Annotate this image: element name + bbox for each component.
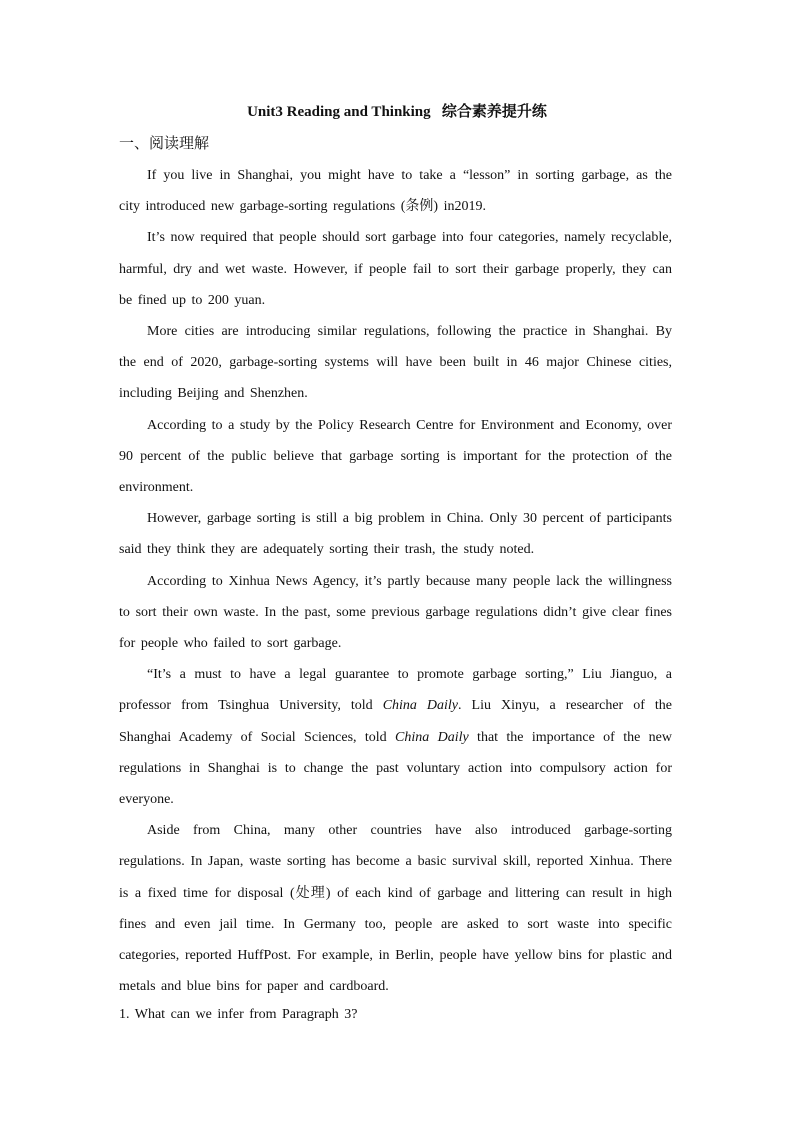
passage-paragraph: Aside from China, many other countries have also introduced garbage-sorting regulations. In Japan, waste sorting has become a basic survival skill, reported Xinhua. There is a fixed time for disposal (处理) of each kind of garbage and littering can result in high fines and even jail time. In Germany too, people are asked to sort waste into specific categories, reported HuffPost. For example, in Berlin, people have yellow bins for plastic and metals and blue bins for paper and cardboard. bbox=[119, 823, 672, 995]
newspaper-name: China Daily bbox=[382, 698, 459, 714]
reading-passage bbox=[119, 160, 672, 1002]
section-heading: 一、阅读理解 bbox=[119, 134, 210, 152]
passage-paragraph: More cities are introducing similar regulations, following the practice in Shanghai. By the end of 2020, garbage-sorting systems will have been built in 46 major Chinese cities, including Beijing and Shenzhen. bbox=[119, 324, 672, 402]
paragraph-text: . Liu Xinyu, a researcher of the Shanghai Academy of Social Sciences, told bbox=[119, 698, 672, 745]
question-1: 1. What can we infer from Paragraph 3? bbox=[119, 1007, 358, 1022]
passage-paragraph: According to Xinhua News Agency, it’s partly because many people lack the willingness to sort their own waste. In the past, some previous garbage regulations didn’t give clear fines for people who failed to sort garbage. bbox=[119, 573, 672, 652]
passage-paragraph: However, garbage sorting is still a big problem in China. Only 30 percent of participants said they think they are adequately sorting their trash, the study noted. bbox=[119, 511, 672, 558]
passage-paragraph: If you live in Shanghai, you might have to take a “lesson” in sorting garbage, as the city introduced new garbage-sorting regulations (条例) in2019. bbox=[119, 168, 672, 215]
newspaper-name: China Daily bbox=[395, 729, 469, 745]
passage-paragraph: According to a study by the Policy Research Centre for Environment and Economy, over 90 percent of the public believe that garbage sorting is important for the protection of the environment. bbox=[119, 417, 672, 496]
passage-paragraph bbox=[119, 659, 672, 815]
paragraph-text: that the importance of the new regulations in Shanghai is to change the past voluntary action into compulsory action for everyone. bbox=[119, 729, 672, 808]
page-title: Unit3 Reading and Thinking 综合素养提升练 bbox=[247, 104, 547, 120]
passage-paragraph: It’s now required that people should sort garbage into four categories, namely recyclable, harmful, dry and wet waste. However, if people fail to sort their garbage properly, they can be fined up to 200 yuan. bbox=[119, 230, 672, 308]
paragraph-text: “It’s a must to have a legal guarantee to promote garbage sorting,” Liu Jianguo, a professor from Tsinghua University, told bbox=[119, 667, 672, 714]
